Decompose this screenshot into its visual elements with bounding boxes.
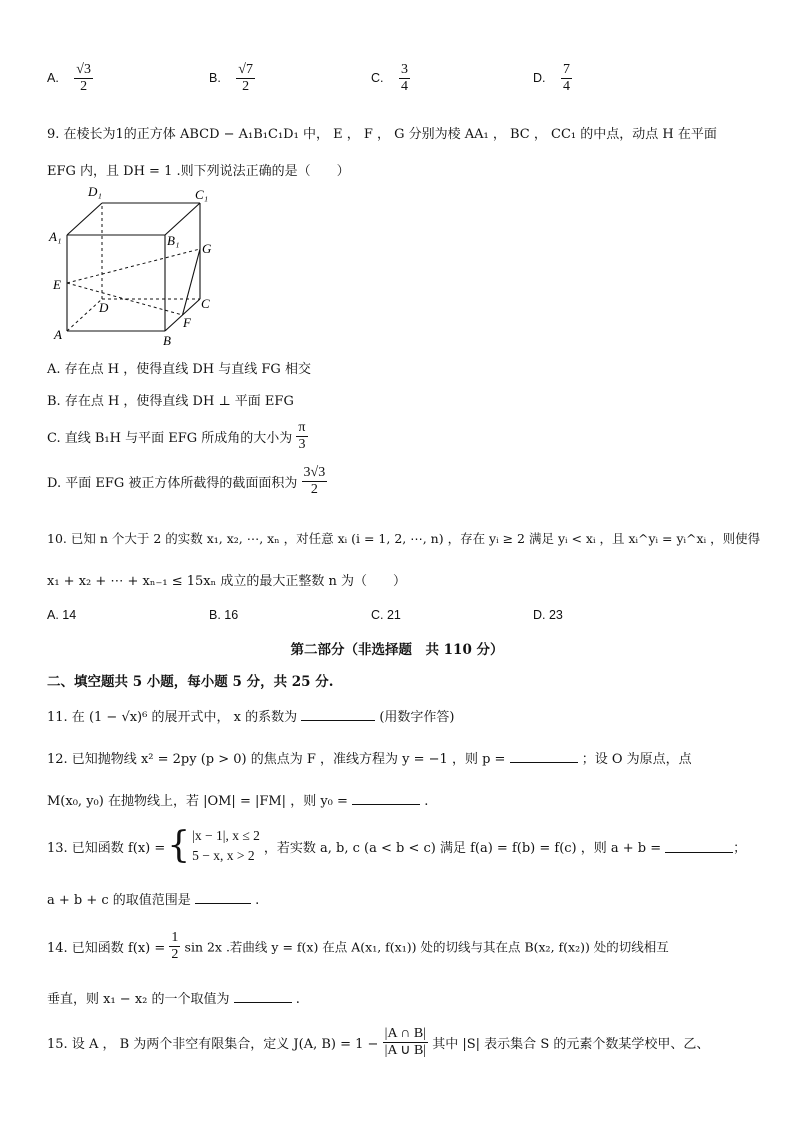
q9-option-d: D. 平面 EFG 被正方体所截得的截面面积为 $\frac{3√3}{2}$ <box>47 465 326 498</box>
q10-option-a: A. 14 <box>47 608 77 622</box>
label-f: F <box>183 315 191 330</box>
q8-option-c: C. $\frac{3}{4}$ <box>371 62 408 95</box>
q14-fraction: $\frac{1}{2}$ <box>171 930 179 963</box>
q9-option-a: A. 存在点 H ，使得直线 DH 与直线 FG 相交 <box>47 362 311 377</box>
label-a: A <box>54 327 62 342</box>
part2-title: 第二部分（非选择题 共 110 分） <box>290 642 504 658</box>
q8-option-b-fraction: $\frac{√7}{2}$ <box>238 62 253 95</box>
label-g: G <box>202 241 212 256</box>
q13-piecewise-brace: { <box>167 825 191 867</box>
q15-fraction: $\frac{|A \cap B|}{|A \cup B|}$ <box>384 1026 427 1059</box>
q8-option-b: B. $\frac{√7}{2}$ <box>209 62 253 95</box>
cube-figure <box>45 183 225 348</box>
q12-line1: 12. 已知抛物线 x² = 2py (p > 0) 的焦点为 F ，准线方程为 y = −1 ，则 p = ；设 O 为原点，点 <box>47 752 692 767</box>
q12-p-blank[interactable] <box>510 750 578 763</box>
q10-stem-line2: x₁ + x₂ + ⋯ + xₙ₋₁ ≤ 15xₙ 成立的最大正整数 n 为（ ） <box>47 574 407 589</box>
label-c: C <box>201 296 210 311</box>
q11-answer-blank[interactable] <box>301 708 375 721</box>
label-d: D <box>99 300 109 315</box>
label-e: E <box>53 277 61 292</box>
label-b1: B₁ <box>167 233 180 248</box>
section2-title: 二、填空题共 5 小题，每小题 5 分，共 25 分. <box>47 674 334 690</box>
label-c1: C₁ <box>195 187 209 202</box>
q12-y0-blank[interactable] <box>352 792 420 805</box>
q9-option-d-fraction: $\frac{3√3}{2}$ <box>303 465 326 498</box>
q14-answer-blank[interactable] <box>234 990 292 1003</box>
q9-option-c-fraction: $\frac{\pi}{3}$ <box>298 420 306 453</box>
q13-line1: 13. 已知函数 f(x) = { |x − 1|, x ≤ 2 5 − x, x > 2 ，若实数 a, b, c (a < b < c) 满足 f(a) = f(b) = f(c) ，则 a + b = ； <box>47 825 747 867</box>
q13-a-plus-b-blank[interactable] <box>665 840 733 853</box>
q14-line1: 14. 已知函数 f(x) = $\frac{1}{2}$ sin 2x .若曲线 y = f(x) 在点 A(x₁, f(x₁)) 处的切线与其在点 B(x₂, f(x₂)) 处的切线相互 <box>47 930 669 963</box>
label-b: B <box>163 333 171 348</box>
q9-option-c: C. 直线 B₁H 与平面 EFG 所成角的大小为 $\frac{\pi}{3}$ <box>47 420 306 453</box>
q14-line2: 垂直，则 x₁ − x₂ 的一个取值为 . <box>47 992 300 1007</box>
q10-option-b: B. 16 <box>209 608 239 622</box>
q13-piecewise-cases: |x − 1|, x ≤ 2 5 − x, x > 2 <box>192 828 260 864</box>
cube-dashed-edges <box>67 203 200 331</box>
q10-option-d: D. 23 <box>533 608 563 622</box>
q8-option-d: D. $\frac{7}{4}$ <box>533 62 570 95</box>
q13-line2: a + b + c 的取值范围是 . <box>47 893 260 908</box>
label-d1: D₁ <box>88 184 102 199</box>
cube-solid-edges <box>67 203 200 331</box>
label-a1: A₁ <box>49 229 62 244</box>
q13-range-blank[interactable] <box>195 891 251 904</box>
q8-option-a-fraction: $\frac{√3}{2}$ <box>76 62 91 95</box>
q8-option-c-fraction: $\frac{3}{4}$ <box>400 62 408 95</box>
q10-option-c: C. 21 <box>371 608 401 622</box>
q12-line2: M(x₀, y₀) 在抛物线上，若 |OM| = |FM| ，则 y₀ = . <box>47 794 429 809</box>
q8-option-a: A. $\frac{√3}{2}$ <box>47 62 91 95</box>
q15-line1: 15. 设 A ， B 为两个非空有限集合，定义 J(A, B) = 1 − $\frac{|A \cap B|}{|A \cup B|}$ 其中 |S| 表示集合 S 的元素个数某学校甲、乙、 <box>47 1026 710 1059</box>
q10-stem-line1: 10. 已知 n 个大于 2 的实数 x₁, x₂, ⋯, xₙ ，对任意 xᵢ (i = 1, 2, ⋯, n) ，存在 yᵢ ≥ 2 满足 yᵢ < xᵢ ，且 xᵢ^yᵢ = yᵢ^xᵢ ，则使得 <box>47 531 761 546</box>
q9-stem-line1: 9. 在棱长为1的正方体 ABCD − A₁B₁C₁D₁ 中， E ， F ， G 分别为棱 AA₁ ， BC ， CC₁ 的中点，动点 H 在平面 <box>47 127 717 142</box>
q9-stem-line2: EFG 内，且 DH = 1 .则下列说法正确的是（ ） <box>47 164 350 179</box>
q11: 11. 在 (1 − √x)⁶ 的展开式中， x 的系数为 (用数字作答) <box>47 710 455 725</box>
q9-option-b: B. 存在点 H ，使得直线 DH ⊥ 平面 EFG <box>47 394 294 409</box>
q8-option-d-fraction: $\frac{7}{4}$ <box>562 62 570 95</box>
